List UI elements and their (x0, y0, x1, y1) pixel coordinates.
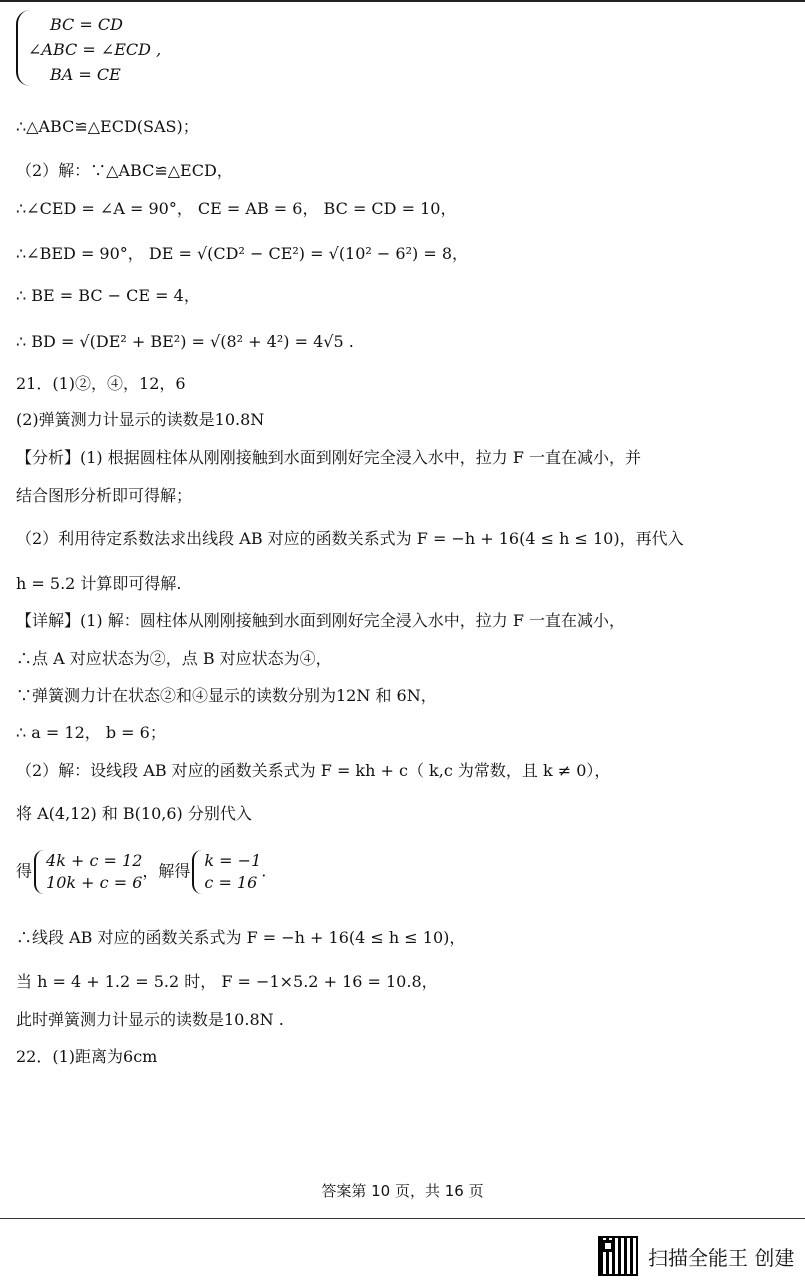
text-line: ∴△ABC≌△ECD(SAS)； (16, 117, 199, 136)
system-solution: k = −1 c = 16 (204, 851, 262, 892)
detail-line: 当 h = 4 + 1.2 = 5.2 时， F = −1×5.2 + 16 = 10.8， (16, 972, 438, 991)
text-line: (2)弹簧测力计显示的读数是10.8N (16, 410, 265, 429)
equation-line: BC = CD (50, 15, 123, 34)
text-line: ∴ BE = BC − CE = 4， (16, 286, 200, 305)
text-line: ∴∠BED = 90°， DE = √(CD² − CE²) = √(10² − 6²) = 8， (16, 244, 469, 263)
page-footer: 答案第 10 页，共 16 页 (321, 1182, 484, 1200)
analysis-line: （2）利用待定系数法求出线段 AB 对应的函数关系式为 F = −h + 16(4 ≤ h ≤ 10)，再代入 (16, 529, 684, 548)
equation-line: BA = CE (50, 65, 121, 84)
detail-line: 此时弹簧测力计显示的读数是10.8N . (16, 1010, 284, 1029)
analysis-line: h = 5.2 计算即可得解. (16, 574, 182, 593)
equation-line: ∠ABC = ∠ECD , (28, 40, 162, 59)
detail-line: ∴ a = 12， b = 6； (16, 723, 166, 742)
detail-line: ∴点 A 对应状态为②，点 B 对应状态为④， (16, 649, 332, 668)
analysis-line: 结合图形分析即可得解； (16, 486, 193, 505)
detail-line: （2）解：设线段 AB 对应的函数关系式为 F = kh + c（ k,c 为常数，且 k ≠ 0）， (16, 761, 611, 780)
scanner-watermark: 扫描全能王 创建 (648, 1246, 795, 1270)
detail-line: ∵弹簧测力计在状态②和④显示的读数分别为12N 和 6N， (16, 686, 437, 705)
qr-code-icon (598, 1236, 638, 1276)
system-brace (192, 850, 202, 894)
answer-heading: 21．(1)②，④，12，6 (16, 374, 186, 393)
answer-heading: 22．(1)距离为6cm (16, 1047, 158, 1066)
bottom-divider (0, 1218, 805, 1219)
system-brace (34, 850, 44, 894)
equation-system-line: 得4k + c = 12 10k + c = 6，解得k = −1 c = 16. (16, 851, 267, 892)
text-line: （2）解：∵△ABC≌△ECD， (16, 161, 233, 180)
system-equations: 4k + c = 12 10k + c = 6 (46, 851, 143, 892)
detail-line: 将 A(4,12) 和 B(10,6) 分别代入 (16, 804, 252, 823)
text-line: ∴∠CED = ∠A = 90°， CE = AB = 6， BC = CD = 10， (16, 199, 457, 218)
top-border (0, 0, 805, 2)
detail-line: ∴线段 AB 对应的函数关系式为 F = −h + 16(4 ≤ h ≤ 10)， (16, 928, 466, 947)
analysis-line: 【分析】(1) 根据圆柱体从刚刚接触到水面到刚好完全浸入水中，拉力 F 一直在减小，并 (16, 448, 642, 467)
text-line: ∴ BD = √(DE² + BE²) = √(8² + 4²) = 4√5 . (16, 332, 354, 351)
detail-line: 【详解】(1) 解：圆柱体从刚刚接触到水面到刚好完全浸入水中，拉力 F 一直在减小， (16, 611, 626, 630)
